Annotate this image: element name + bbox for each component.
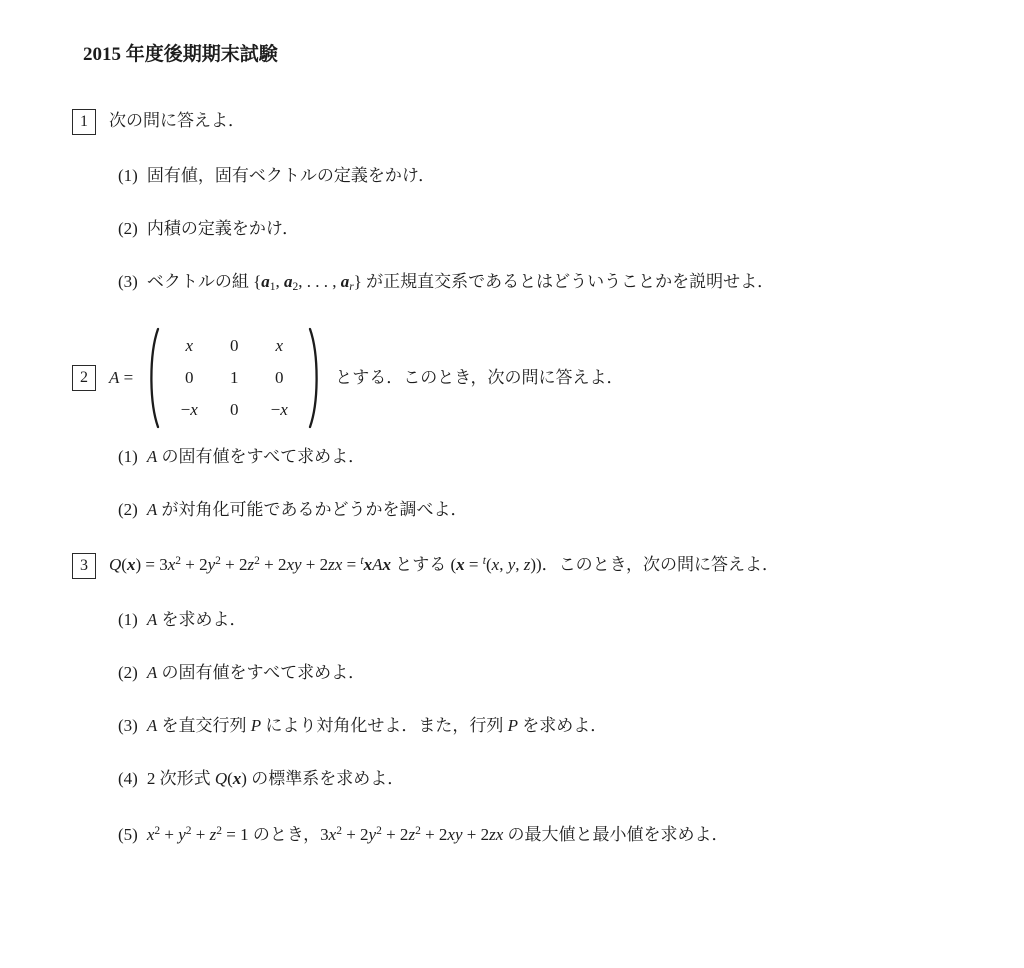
item-text: $x^2 + y^2 + z^2 = 1$ のとき，$3x^2 + 2y^2 + 2z^2 + 2xy + 2zx$ の最大値と最小値を求めよ． [146, 825, 729, 844]
matrix-cell: 0 [274, 368, 284, 387]
item-number: (2) [118, 663, 138, 682]
item-number: (1) [118, 447, 138, 466]
problem-1 [72, 108, 984, 300]
item-text: A の固有値をすべて求めよ． [146, 447, 366, 466]
item-text: 2 次形式 Q(x) の標準系を求めよ． [146, 769, 405, 788]
item-text: A を直交行列 P により対角化せよ．また，行列 P を求めよ． [146, 716, 608, 735]
item-row [118, 444, 984, 469]
item-number: (2) [118, 219, 138, 238]
item-number: (1) [118, 610, 138, 629]
exam-title: 2015 年度後期期末試験 [83, 44, 278, 65]
item-row [118, 819, 984, 847]
problem-2-items [118, 444, 984, 522]
item-number: (2) [118, 500, 138, 519]
item-row [118, 497, 984, 522]
item-row [118, 216, 984, 241]
problem-3 [72, 548, 984, 847]
item-text: 固有値，固有ベクトルの定義をかけ． [146, 166, 436, 185]
problem-1-items [118, 163, 984, 300]
item-text: ベクトルの組 {a1, a2, . . . , ar} が正規直交系であるとはどういうことかを説明せよ． [146, 272, 775, 293]
matrix-cell: 0 [184, 368, 194, 387]
problem-number-box: 3 [72, 553, 96, 579]
matrix-cell: − x [270, 400, 288, 419]
item-row [118, 269, 984, 300]
item-row [118, 163, 984, 188]
problem-statement: とする．このとき，次の問に答えよ． [335, 368, 624, 387]
problem-2 [72, 326, 984, 522]
matrix-equation-lhs: A = [109, 368, 134, 387]
item-number: (3) [118, 272, 138, 291]
item-number: (4) [118, 769, 138, 788]
matrix-cell: 0 [229, 400, 239, 419]
matrix-right-paren [308, 326, 322, 430]
problem-1-header [72, 108, 984, 135]
matrix-grid [165, 330, 303, 426]
problem-3-header [72, 548, 984, 579]
matrix-cell: x [275, 336, 283, 355]
problem-number-box: 2 [72, 365, 96, 391]
item-text: A が対角化可能であるかどうかを調べよ． [146, 500, 468, 519]
item-number: (5) [118, 825, 138, 844]
matrix-cell: 0 [229, 336, 239, 355]
item-text: A を求めよ． [146, 610, 247, 629]
matrix-cell: 1 [229, 368, 239, 387]
problem-3-items [118, 607, 984, 847]
problem-statement: 次の問に答えよ． [109, 111, 245, 130]
item-text: 内積の定義をかけ． [146, 219, 300, 238]
problem-statement: $Q(x) = 3x^2 + 2y^2 + 2z^2 + 2xy + 2zx = ^txAx$ とする (x = $^t$(x, y, z))．このとき，次の問に答えよ． [109, 555, 780, 574]
item-row [118, 766, 984, 791]
item-row [118, 660, 984, 685]
item-number: (1) [118, 166, 138, 185]
item-row [118, 607, 984, 632]
matrix-cell: − x [180, 400, 198, 419]
matrix-cell: x [185, 336, 193, 355]
item-row [118, 713, 984, 738]
matrix [146, 326, 322, 430]
item-number: (3) [118, 716, 138, 735]
problem-2-header [72, 326, 984, 430]
item-text: A の固有値をすべて求めよ． [146, 663, 366, 682]
matrix-left-paren [146, 326, 160, 430]
problem-number-box: 1 [72, 109, 96, 135]
